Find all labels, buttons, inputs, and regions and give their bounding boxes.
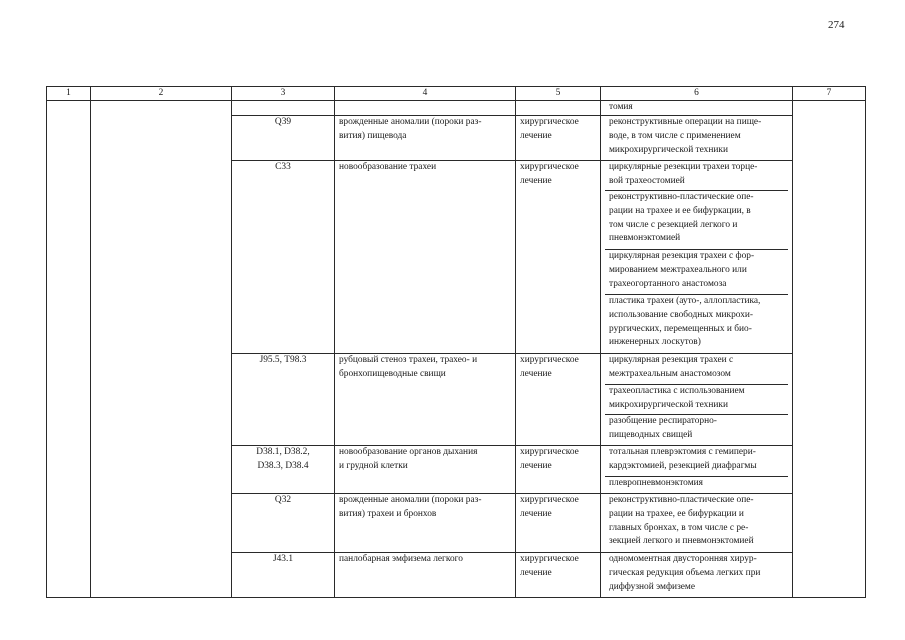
column-header-7: 7 <box>793 87 866 101</box>
procedures-cell <box>601 446 793 494</box>
diagnosis-cell: врожденные аномалии (пороки раз- вития) трахеи и бронхов <box>335 494 516 553</box>
procedures-cell <box>601 494 793 553</box>
treatment-cell: хирургическое лечение <box>516 494 601 553</box>
procedure-item: циркулярная резекция трахеи с межтрахеальным анастомозом <box>605 354 788 385</box>
column-header-2: 2 <box>91 87 232 101</box>
procedures-cell <box>601 116 793 161</box>
diagnosis-cell: рубцовый стеноз трахеи, трахео- и бронхопищеводные свищи <box>335 354 516 446</box>
table-row <box>47 101 866 116</box>
column-2-cell <box>91 101 232 598</box>
code-cell: С33 <box>232 161 335 354</box>
code-cell: Q39 <box>232 116 335 161</box>
treatment-cell: хирургическое лечение <box>516 446 601 494</box>
column-header-6: 6 <box>601 87 793 101</box>
procedure-item: реконструктивно-пластические опе- рации на трахее, ее бифуркации и главных бронхах, в том числе с ре- зекцией легкого и пневмонэктомией <box>609 495 754 547</box>
column-header-5: 5 <box>516 87 601 101</box>
treatment-cell: хирургическое лечение <box>516 553 601 598</box>
diagnosis-cell: врожденные аномалии (пороки раз- вития) пищевода <box>335 116 516 161</box>
diagnosis-cell: новообразование органов дыхания и грудной клетки <box>335 446 516 494</box>
procedure-item: тотальная плеврэктомия с гемипери- кардэктомией, резекцией диафрагмы <box>605 446 788 477</box>
procedures-cell <box>601 101 793 116</box>
procedure-item: плевропневмонэктомия <box>609 478 703 488</box>
treatment-cell: хирургическое лечение <box>516 161 601 354</box>
diagnosis-cell: новообразование трахеи <box>335 161 516 354</box>
procedure-item: пластика трахеи (ауто-, аллопластика, использование свободных микрохи- рургических, перемещенных и био- инженерных лоскутов) <box>609 296 761 348</box>
code-cell: D38.1, D38.2, D38.3, D38.4 <box>232 446 335 494</box>
medical-table <box>46 86 866 598</box>
code-cell <box>232 101 335 116</box>
diagnosis-cell <box>335 101 516 116</box>
procedure-item: одномоментная двусторонняя хирур- гическая редукция объема легких при диффузной эмфиземе <box>609 554 761 592</box>
procedure-item: реконструктивно-пластические опе- рации на трахее и ее бифуркации, в том числе с резекцией легкого и пневмонэктомией <box>605 191 788 250</box>
header-row <box>47 87 866 101</box>
procedure-item: томия <box>609 102 633 112</box>
procedures-cell <box>601 161 793 354</box>
diagnosis-cell: панлобарная эмфизема легкого <box>335 553 516 598</box>
procedure-item: трахеопластика с использованием микрохирургической техники <box>605 385 788 415</box>
code-cell: Q32 <box>232 494 335 553</box>
page-number: 274 <box>828 19 845 31</box>
column-7-cell <box>793 101 866 598</box>
code-cell: J95.5, Т98.3 <box>232 354 335 446</box>
procedure-item: циркулярная резекция трахеи с фор- мированием межтрахеального или трахеогортанного анастомоза <box>605 250 788 295</box>
column-header-1: 1 <box>47 87 91 101</box>
column-1-cell <box>47 101 91 598</box>
procedure-item: разобщение респираторно- пищеводных свищей <box>609 416 717 440</box>
treatment-cell: хирургическое лечение <box>516 116 601 161</box>
procedure-item: реконструктивные операции на пище- воде, в том числе с применением микрохирургической техники <box>609 117 762 155</box>
procedures-cell <box>601 354 793 446</box>
column-header-3: 3 <box>232 87 335 101</box>
treatment-cell: хирургическое лечение <box>516 354 601 446</box>
treatment-cell <box>516 101 601 116</box>
column-header-4: 4 <box>335 87 516 101</box>
procedure-item: циркулярные резекции трахеи торце- вой трахеостомией <box>605 161 788 191</box>
procedures-cell <box>601 553 793 598</box>
code-cell: J43.1 <box>232 553 335 598</box>
